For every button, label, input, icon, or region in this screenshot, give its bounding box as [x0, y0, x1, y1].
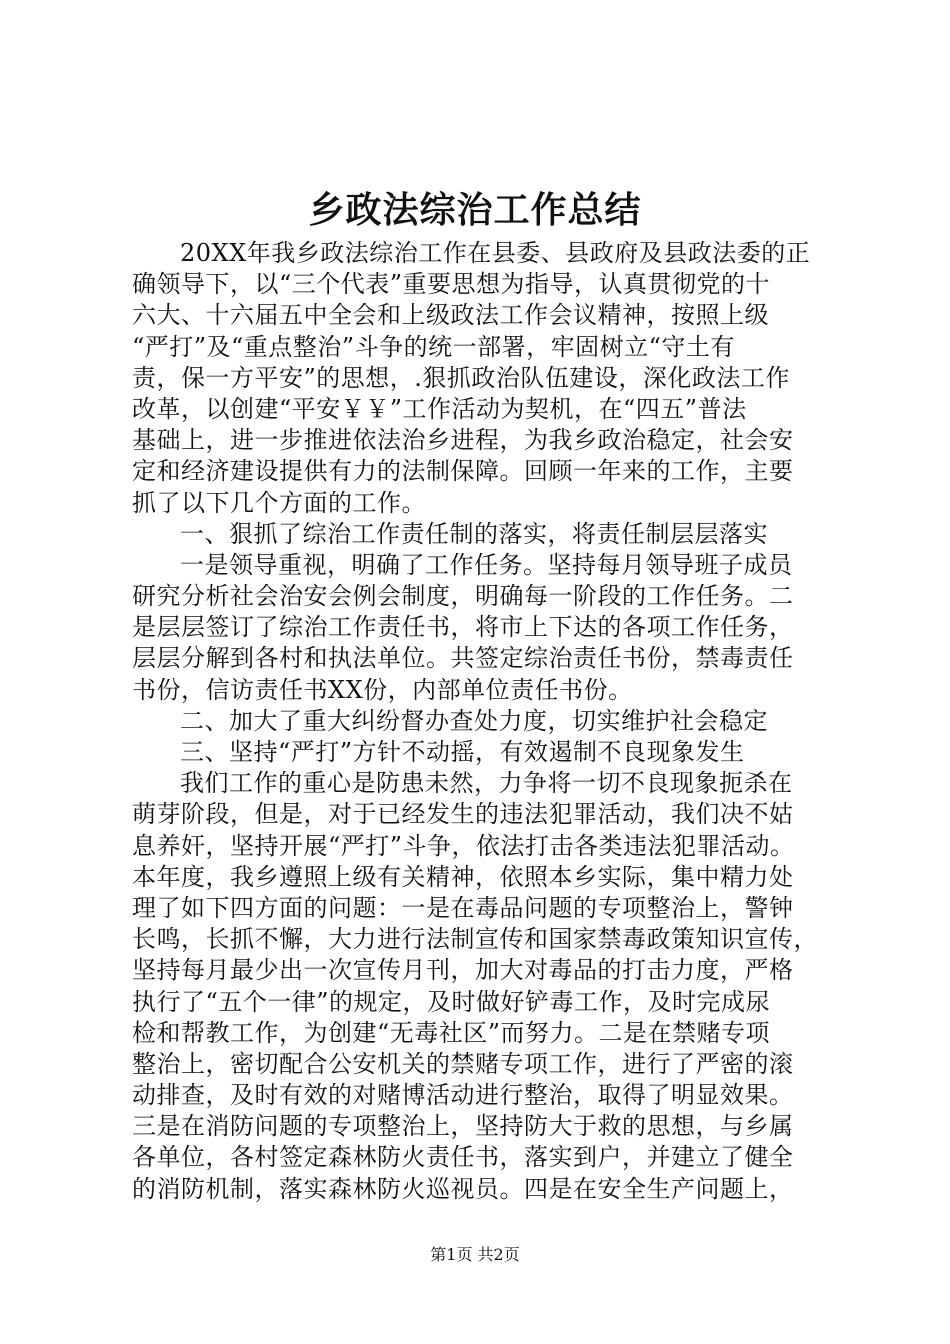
paragraph-line: 动排查，及时有效的对赌博活动进行整治，取得了明显效果。 [132, 1081, 794, 1110]
paragraph-line: 是层层签订了综治工作责任书，将市上下达的各项工作任务， [132, 613, 794, 642]
paragraph-line: 一是领导重视，明确了工作任务。坚持每月领导班子成员 [180, 550, 793, 579]
paragraph-line: 本年度，我乡遵照上级有关精神，依照本乡实际，集中精力处 [132, 862, 794, 891]
paragraph-line: 检和帮教工作，为创建“无毒社区”而努力。二是在禁赌专项 [132, 1018, 771, 1047]
paragraph-line: 各单位，各村签定森林防火责任书，落实到户，并建立了健全 [132, 1143, 794, 1172]
section-heading: 二、加大了重大纠纷督办查处力度，切实维护社会稳定 [180, 706, 768, 735]
paragraph-line: 书份，信访责任书XX份，内部单位责任书份。 [132, 675, 633, 704]
paragraph-line: 改革，以创建“平安￥￥”工作活动为契机，在“四五”普法 [132, 394, 747, 423]
paragraph-line: 抓了以下几个方面的工作。 [132, 488, 426, 517]
section-heading: 三、坚持“严打”方针不动摇，有效遏制不良现象发生 [180, 738, 745, 766]
paragraph-line: 层层分解到各村和执法单位。共签定综治责任书份，禁毒责任 [132, 644, 794, 673]
paragraph-line: 我们工作的重心是防患未然，力争将一切不良现象扼杀在 [180, 769, 793, 798]
document-title: 乡政法综治工作总结 [308, 189, 642, 231]
paragraph-line: 长鸣，长抓不懈，大力进行法制宣传和国家禁毒政策知识宣传， [132, 925, 818, 954]
paragraph-line: 20XX年我乡政法综治工作在县委、县政府及县政法委的正 [180, 239, 811, 267]
paragraph-line: “严打”及“重点整治”斗争的统一部署，牢固树立“守土有 [132, 332, 735, 361]
paragraph-line: 息养奸，坚持开展“严打”斗争，依法打击各类违法犯罪活动。 [132, 831, 795, 860]
paragraph-line: 确领导下，以“三个代表”重要思想为指导，认真贯彻党的十 [132, 270, 771, 299]
paragraph-line: 六大、十六届五中全会和上级政法工作会议精神，按照上级 [132, 301, 769, 330]
page-footer: 第1页 共2页 [430, 1245, 520, 1264]
paragraph-line: 三是在消防问题的专项整治上，坚持防大于救的思想，与乡属 [132, 1112, 794, 1141]
paragraph-line: 定和经济建设提供有力的法制保障。回顾一年来的工作，主要 [132, 457, 794, 486]
paragraph-line: 整治上，密切配合公安机关的禁赌专项工作，进行了严密的滚 [132, 1049, 794, 1078]
document-body [132, 238, 832, 1205]
paragraph-line: 理了如下四方面的问题：一是在毒品问题的专项整治上，警钟 [132, 893, 794, 922]
paragraph-line: 的消防机制，落实森林防火巡视员。四是在安全生产问题上， [132, 1174, 794, 1203]
paragraph-line: 基础上，进一步推进依法治乡进程，为我乡政治稳定，社会安 [132, 426, 794, 455]
paragraph-line: 萌芽阶段，但是，对于已经发生的违法犯罪活动，我们决不姑 [132, 800, 794, 829]
paragraph-line: 执行了“五个一律”的规定，及时做好铲毒工作，及时完成尿 [132, 987, 771, 1016]
section-heading: 一、狠抓了综治工作责任制的落实，将责任制层层落实 [180, 519, 768, 548]
paragraph-line: 坚持每月最少出一次宣传月刊，加大对毒品的打击力度，严格 [132, 956, 794, 985]
paragraph-line: 责，保一方平安”的思想，.狠抓政治队伍建设，深化政法工作 [132, 363, 790, 392]
paragraph-line: 研究分析社会治安会例会制度，明确每一阶段的工作任务。二 [132, 582, 794, 611]
